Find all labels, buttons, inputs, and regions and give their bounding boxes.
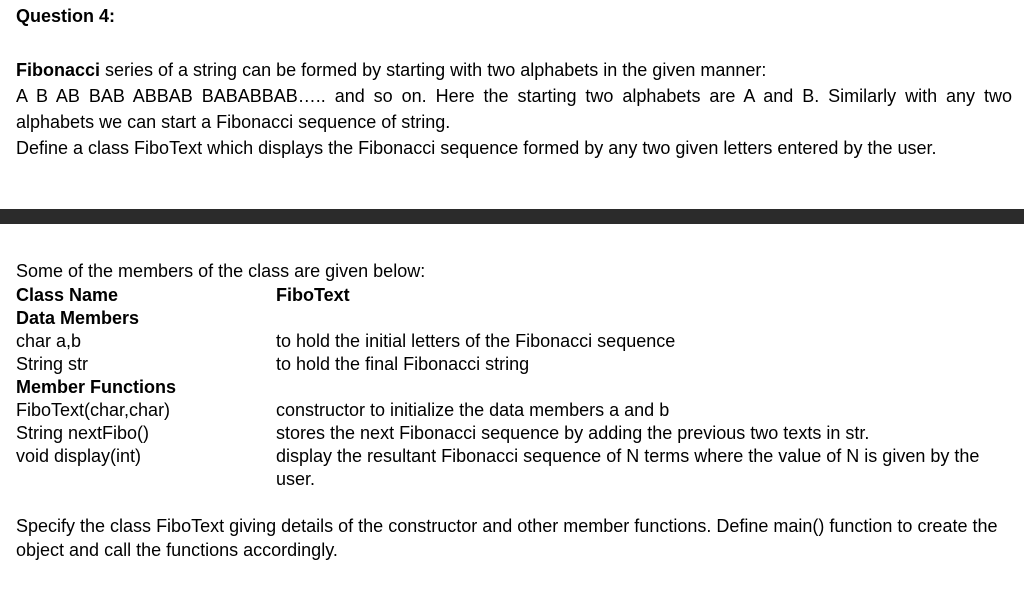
closing-text: Specify the class FiboText giving details of the constructor and other member functions. Define main() function to create the object and call the functions accordingly. (16, 516, 998, 560)
data-member-row (16, 353, 1006, 376)
member-functions-header-row (16, 376, 1006, 399)
class-name-value: FiboText (276, 285, 350, 305)
question-title: Question 4: (16, 6, 116, 26)
class-name-row (16, 284, 1006, 307)
member-function-name: String nextFibo() (16, 423, 150, 443)
section-divider (0, 209, 1024, 224)
class-name-label: Class Name (16, 285, 119, 305)
members-intro: Some of the members of the class are given below: (16, 261, 426, 281)
member-function-desc: stores the next Fibonacci sequence by adding the previous two texts in str. (276, 423, 870, 443)
data-member-desc: to hold the initial letters of the Fibonacci sequence (276, 331, 676, 351)
member-function-desc: constructor to initialize the data members a and b (276, 400, 670, 420)
member-functions-label: Member Functions (16, 377, 177, 397)
data-member-name: String str (16, 354, 89, 374)
intro-paragraph-3: Define a class FiboText which displays the Fibonacci sequence formed by any two given letters entered by the user. (16, 138, 937, 158)
intro-paragraph-2: A B AB BAB ABBAB BABABBAB….. and so on. Here the starting two alphabets are A and B. Similarly with any two alphabets we can start a Fibonacci sequence of string. (16, 86, 1012, 132)
intro-bold-term: Fibonacci (16, 60, 101, 80)
data-member-desc: to hold the final Fibonacci string (276, 354, 530, 374)
data-member-name: char a,b (16, 331, 82, 351)
closing-instructions (16, 514, 1012, 562)
member-function-row (16, 445, 1006, 491)
intro-line1-text: series of a string can be formed by starting with two alphabets in the given manner: (100, 60, 767, 80)
member-function-row (16, 399, 1006, 422)
member-function-row (16, 422, 1006, 445)
question-intro (16, 57, 1012, 161)
data-members-header-row (16, 307, 1006, 330)
intro-paragraph-1 (16, 57, 1012, 83)
member-function-desc: display the resultant Fibonacci sequence of N terms where the value of N is given by the user. (276, 446, 980, 489)
member-function-name: FiboText(char,char) (16, 400, 171, 420)
data-members-label: Data Members (16, 308, 140, 328)
data-member-row (16, 330, 1006, 353)
member-function-name: void display(int) (16, 446, 142, 466)
class-members-table (16, 284, 1006, 491)
